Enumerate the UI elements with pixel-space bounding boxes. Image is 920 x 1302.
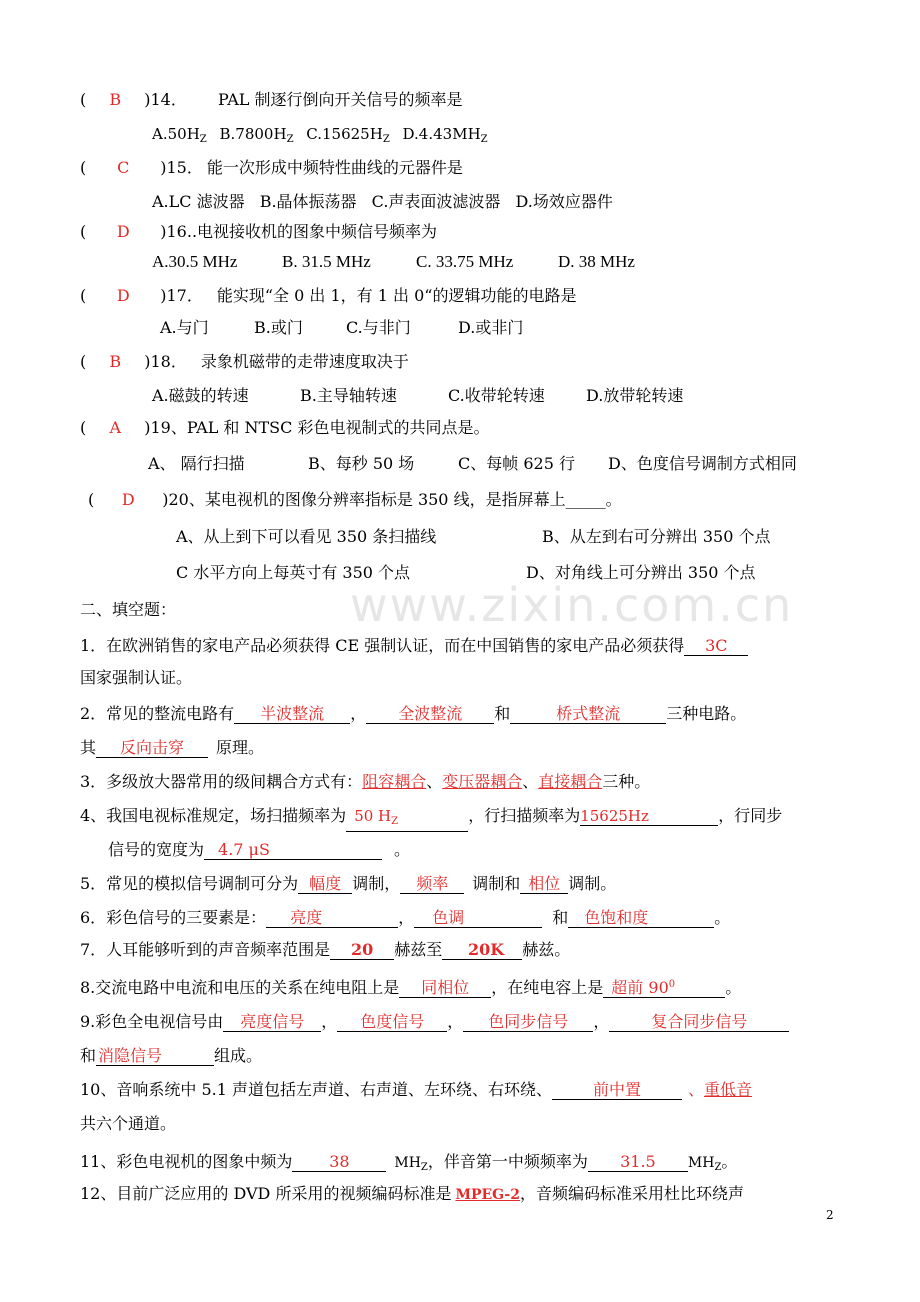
answer-text: 重低音: [704, 1080, 753, 1099]
option-a: A、从上到下可以看见 350 条扫描线: [176, 527, 437, 546]
section-title: 二、填空题：: [80, 600, 177, 619]
question-18: ( B )18． 录象机磁带的走带速度取决于: [80, 352, 409, 371]
answer-blank: 4.7 μS: [204, 841, 382, 860]
answer-blank: 桥式整流: [510, 705, 666, 724]
option-d: D.4.43MH: [402, 125, 481, 143]
answer: D: [116, 286, 130, 305]
question-14: [80, 90, 463, 110]
fill-q9-cont: 和 消隐信号 组成。: [80, 1046, 263, 1065]
fill-q1: 1．在欧洲销售的家电产品必须获得 CE 强制认证，而在中国销售的家电产品必须获得 3C: [80, 636, 748, 656]
answer-text: 变压器耦合: [442, 772, 523, 791]
answer: D: [121, 490, 135, 509]
answer-blank: 20K: [442, 941, 522, 960]
question-number: )14．: [144, 90, 187, 109]
question-17: ( D )17． 能实现“全 0 出 1，有 1 出 0“的逻辑功能的电路是: [80, 286, 577, 305]
answer: B: [109, 352, 122, 371]
question-stem: 某电视机的图像分辨率指标是 350 线，是指屏幕上_____。: [204, 490, 622, 509]
fill-q11: 11、彩色电视机的图象中频为 38 $MH_Z$，伴音第一中频频率为 31.5 $MH_Z$。: [80, 1152, 738, 1173]
answer-blank: 全波整流: [366, 705, 494, 724]
option-b: B、每秒 50 场: [308, 454, 415, 473]
answer-blank: 同相位: [399, 979, 491, 998]
option-d: D、色度信号调制方式相同: [608, 454, 797, 473]
fill-q7: 7．人耳能够听到的声音频率范围是 20 赫兹至 20K 赫兹。: [80, 940, 571, 959]
answer-blank: 亮度: [266, 909, 398, 928]
answer-text: MPEG-2: [455, 1187, 520, 1203]
options-14: $A.50H_Z$ $B.7800H_Z$ $C.15625H_Z$ $D.4.43MH_Z$: [152, 125, 488, 145]
option-c: C、每帧 625 行: [458, 454, 575, 473]
answer-text: 直接耦合: [538, 772, 603, 791]
option-b: B.晶体振荡器: [259, 192, 357, 211]
answer: B: [109, 90, 122, 109]
option-b: B、从左到右可分辨出 350 个点: [542, 527, 771, 546]
options-17: [160, 318, 523, 338]
answer-blank: 色饱和度: [568, 909, 714, 928]
option-d: D、对角线上可分辨出 350 个点: [526, 563, 756, 582]
answer-blank: 亮度信号: [223, 1013, 321, 1032]
fill-q10: 10、音响系统中 5.1 声道包括左声道、右声道、左环绕、右环绕、 前中置 、重低音: [80, 1080, 753, 1099]
fill-q12: 12、目前广泛应用的 DVD 所采用的视频编码标准是 MPEG-2，音频编码标准采用杜比环绕声: [80, 1184, 744, 1203]
answer-blank: 消隐信号: [96, 1047, 214, 1066]
question-stem: 能一次形成中频特性曲线的元器件是: [206, 158, 463, 177]
option-c: C.收带轮转速: [448, 386, 545, 405]
fill-q10-cont: 共六个通道。: [80, 1114, 177, 1133]
question-stem: PAL 制逐行倒向开关信号的频率是: [217, 90, 463, 109]
option-a: A.50H: [152, 125, 200, 143]
option-c: C.与非门: [346, 318, 411, 337]
fill-q8: 8.交流电路中电流和电压的关系在纯电阻上是 同相位 ，在纯电容上是 超前 $90^0$ 。: [80, 978, 742, 997]
option-d: D. 38 MHz: [558, 252, 635, 271]
answer-blank: 38: [292, 1153, 386, 1172]
answer-text: 阻容耦合: [362, 772, 427, 791]
option-a: A.30.5 MHz: [152, 252, 238, 271]
fill-q9: 9.彩色全电视信号由 亮度信号 ， 色度信号 ， 色同步信号 ， 复合同步信号: [80, 1012, 789, 1032]
answer-blank: 相位: [520, 875, 568, 894]
fill-q1-cont: 国家强制认证。: [80, 668, 193, 687]
option-a: A、 隔行扫描: [148, 454, 245, 473]
answer-blank: 前中置: [552, 1081, 682, 1100]
fill-q4: 4、我国电视标准规定，场扫描频率为 50 $H_Z$ ，行扫描频率为15625Hz ，行同步: [80, 806, 782, 832]
options-18: [152, 386, 683, 406]
answer-blank: 色度信号: [337, 1013, 447, 1032]
option-b: B.7800H: [219, 125, 287, 143]
options-15: [152, 192, 613, 212]
fill-q2: 2．常见的整流电路有 半波整流 ， 全波整流 和 桥式整流 三种电路。: [80, 704, 747, 723]
option-d: D.或非门: [458, 318, 524, 337]
answer-blank: 反向击穿: [96, 739, 208, 758]
question-19: ( A )19、PAL 和 NTSC 彩色电视制式的共同点是。: [80, 418, 490, 437]
page-number: 2: [826, 1208, 834, 1222]
answer: A: [109, 418, 122, 437]
fill-q2-cont: 其 反向击穿 原理。: [80, 738, 265, 757]
answer-blank: 15625Hz: [580, 807, 718, 826]
option-c: C.声表面波滤波器: [371, 192, 501, 211]
watermark: www.zixin.com.cn: [350, 578, 794, 632]
option-a: A.磁鼓的转速: [152, 386, 249, 405]
answer: C: [117, 158, 130, 177]
answer-blank: 色调: [414, 909, 542, 928]
question-15: ( C )15． 能一次形成中频特性曲线的元器件是: [80, 158, 463, 177]
option-b: B.主导轴转速: [300, 386, 397, 405]
fill-q6: 6．彩色信号的三要素是： 亮度 ， 色调 和 色饱和度 。: [80, 908, 731, 927]
option-b: B.或门: [254, 318, 303, 337]
answer-blank: 频率: [400, 875, 464, 894]
answer-blank: 31.5: [588, 1153, 688, 1172]
option-c: C. 33.75 MHz: [416, 252, 514, 271]
answer-blank: 超前 $90^0$: [603, 976, 725, 998]
option-a: A.与门: [160, 318, 209, 337]
question-stem: 能实现“全 0 出 1，有 1 出 0“的逻辑功能的电路是: [216, 286, 577, 305]
question-20: ( D )20、某电视机的图像分辨率指标是 350 线，是指屏幕上_____。: [88, 490, 622, 509]
answer-blank: 复合同步信号: [609, 1013, 789, 1032]
option-c: C 水平方向上每英寸有 350 个点: [176, 563, 411, 582]
options-20-row1: [176, 527, 770, 547]
answer-blank: 幅度: [298, 875, 352, 894]
question-number: )15．: [160, 158, 203, 177]
option-b: B. 31.5 MHz: [282, 252, 371, 271]
fill-q3: 3．多级放大器常用的级间耦合方式有：阻容耦合、变压器耦合、直接耦合三种。: [80, 772, 651, 791]
question-stem: 录象机磁带的走带速度取决于: [200, 352, 409, 371]
answer-blank: 20: [330, 941, 394, 960]
options-16: [152, 252, 635, 272]
question-number: )20、: [162, 490, 205, 509]
question-stem: 电视接收机的图象中频信号频率为: [197, 222, 438, 241]
option-a: A.LC 滤波器: [152, 192, 245, 211]
option-d: D.放带轮转速: [586, 386, 684, 405]
question-stem: PAL 和 NTSC 彩色电视制式的共同点是。: [186, 418, 490, 437]
fill-q4-cont: 信号的宽度为 4.7 μS 。: [108, 840, 411, 859]
answer-blank: 3C: [684, 637, 748, 656]
answer-blank: 半波整流: [234, 705, 350, 724]
bracket: (: [80, 90, 87, 109]
answer-blank: 色同步信号: [463, 1013, 593, 1032]
question-number: )17．: [160, 286, 203, 305]
option-d: D.场效应器件: [515, 192, 613, 211]
question-number: )19、: [144, 418, 187, 437]
options-20-row2: [176, 563, 756, 583]
options-19: [148, 454, 797, 474]
question-number: )16..: [160, 222, 198, 241]
question-16: ( D )16..电视接收机的图象中频信号频率为: [80, 222, 438, 241]
question-number: )18．: [144, 352, 187, 371]
answer: D: [116, 222, 130, 241]
fill-q5: 5．常见的模拟信号调制可分为 幅度 调制， 频率 调制和 相位 调制。: [80, 874, 617, 893]
option-c: C.15625H: [306, 125, 383, 143]
answer-blank: 50 $H_Z$: [346, 807, 468, 832]
